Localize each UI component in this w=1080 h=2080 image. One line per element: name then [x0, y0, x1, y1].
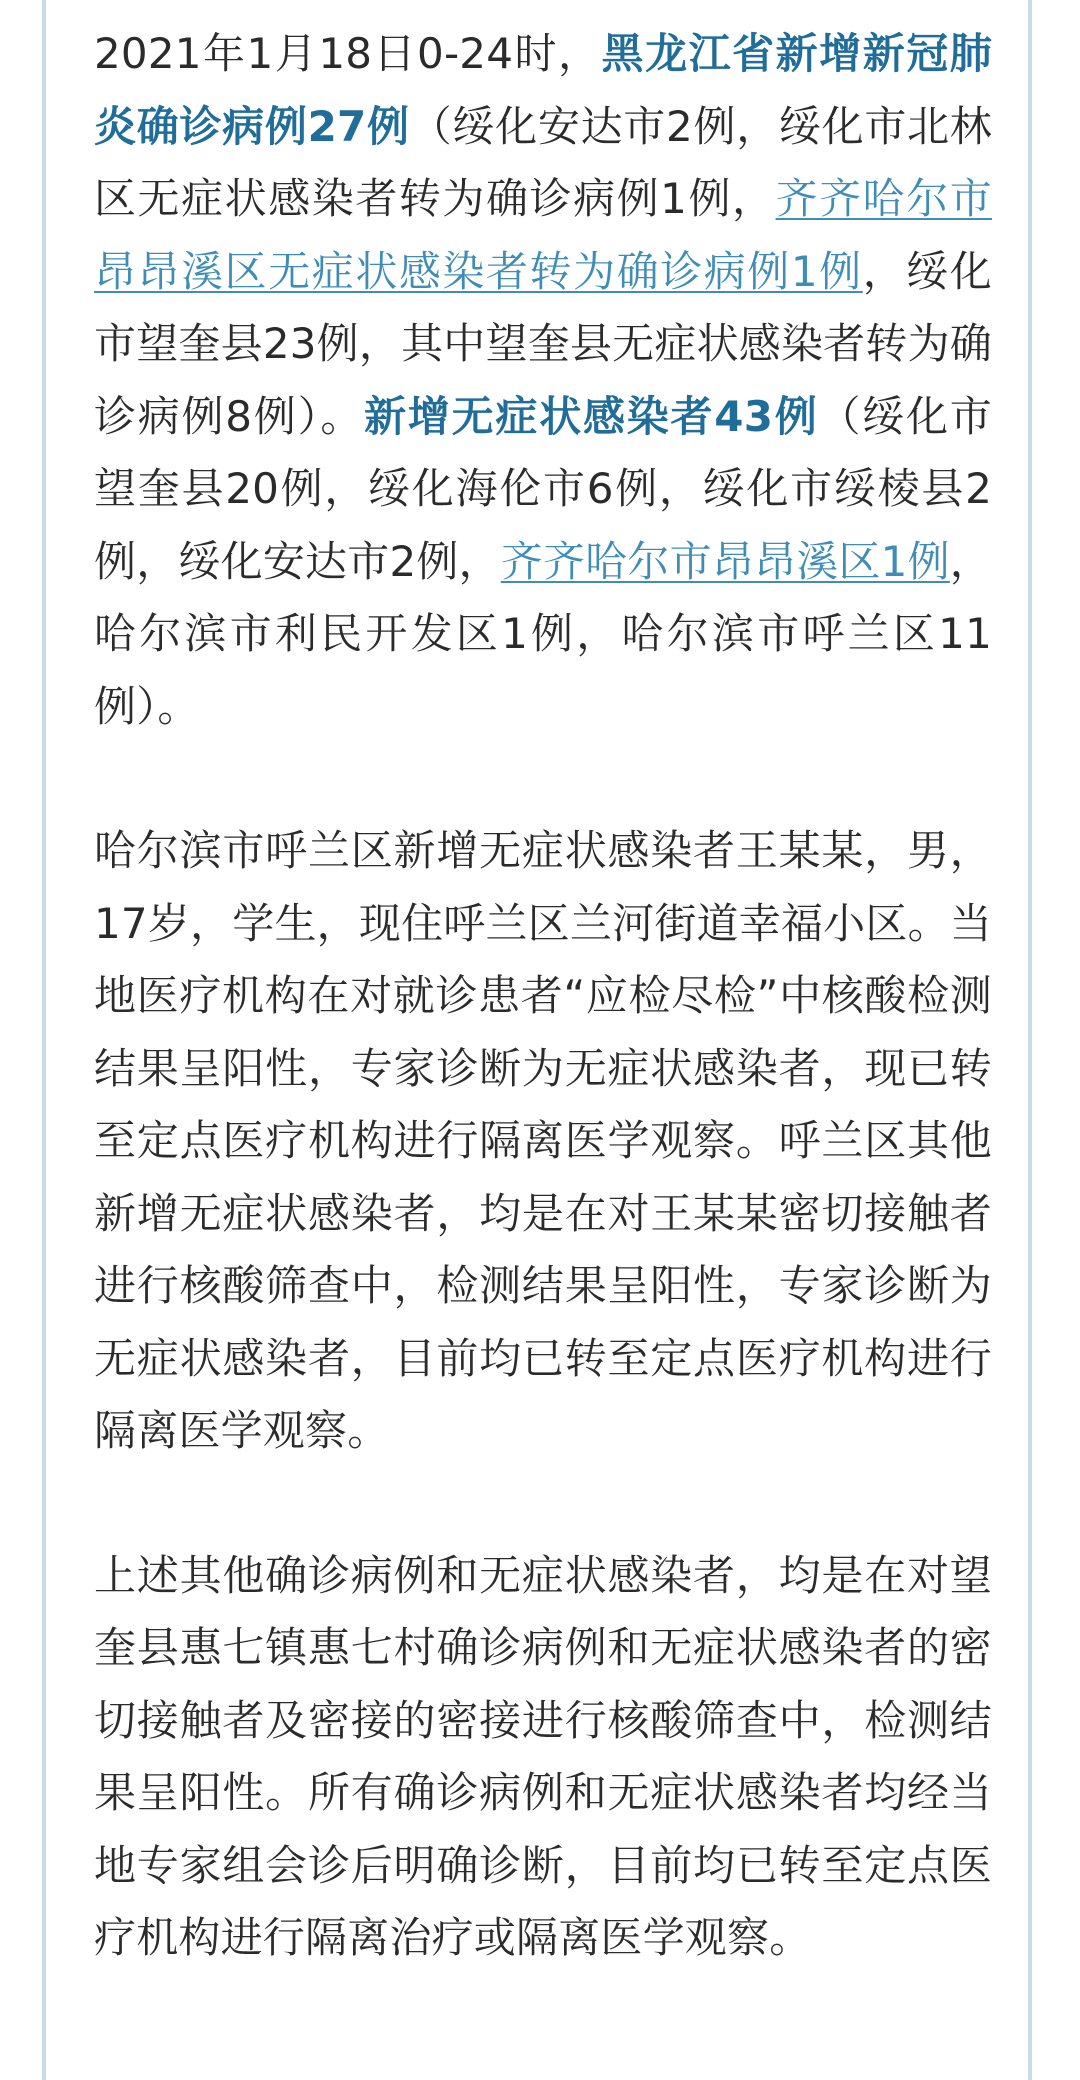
- paragraph-daily-summary: [94, 18, 992, 743]
- confirmed-detail-start: （绥化安达市2例，绥化市北林区无症状感染者转为确诊病例1例，: [94, 101, 992, 223]
- new-confirmed-highlight: 黑龙江省新增新冠肺炎确诊病例27例: [94, 29, 992, 151]
- asymptomatic-detail-end: ，哈尔滨市利民开发区1例，哈尔滨市呼兰区11例）。: [94, 536, 992, 731]
- report-date-text: 2021年1月18日0-24时，: [94, 29, 602, 78]
- article-content: [94, 18, 992, 1975]
- article-frame: [42, 0, 1032, 2080]
- paragraph-other-cases: 上述其他确诊病例和无症状感染者，均是在对望奎县惠七镇惠七村确诊病例和无症状感染者的密切接触者及密接的密接进行核酸筛查中，检测结果呈阳性。所有确诊病例和无症状感染者均经当地专家组会诊后明确诊断，目前均已转至定点医疗机构进行隔离治疗或隔离医学观察。: [94, 1550, 992, 1962]
- new-asymptomatic-highlight: 新增无症状感染者43例: [364, 391, 819, 441]
- paragraph-hulan-case: 哈尔滨市呼兰区新增无症状感染者王某某，男，17岁，学生，现住呼兰区兰河街道幸福小区。当地医疗机构在对就诊患者“应检尽检”中核酸检测结果呈阳性，专家诊断为无症状感染者，现已转至定点医疗机构进行隔离医学观察。呼兰区其他新增无症状感染者，均是在对王某某密切接触者进行核酸筛查中，检测结果呈阳性，专家诊断为无症状感染者，目前均已转至定点医疗机构进行隔离医学观察。: [94, 826, 992, 1455]
- asymptomatic-detail-start: （绥化市望奎县20例，绥化海伦市6例，绥化市绥棱县2例，绥化安达市2例，: [94, 391, 992, 586]
- qiqihar-asymptomatic-link[interactable]: 齐齐哈尔市昂昂溪区1例: [500, 536, 950, 586]
- qiqihar-confirmed-link[interactable]: 齐齐哈尔市昂昂溪区无症状感染者转为确诊病例1例: [94, 174, 992, 296]
- confirmed-detail-end: ，绥化市望奎县23例，其中望奎县无症状感染者转为确诊病例8例）。: [94, 246, 992, 441]
